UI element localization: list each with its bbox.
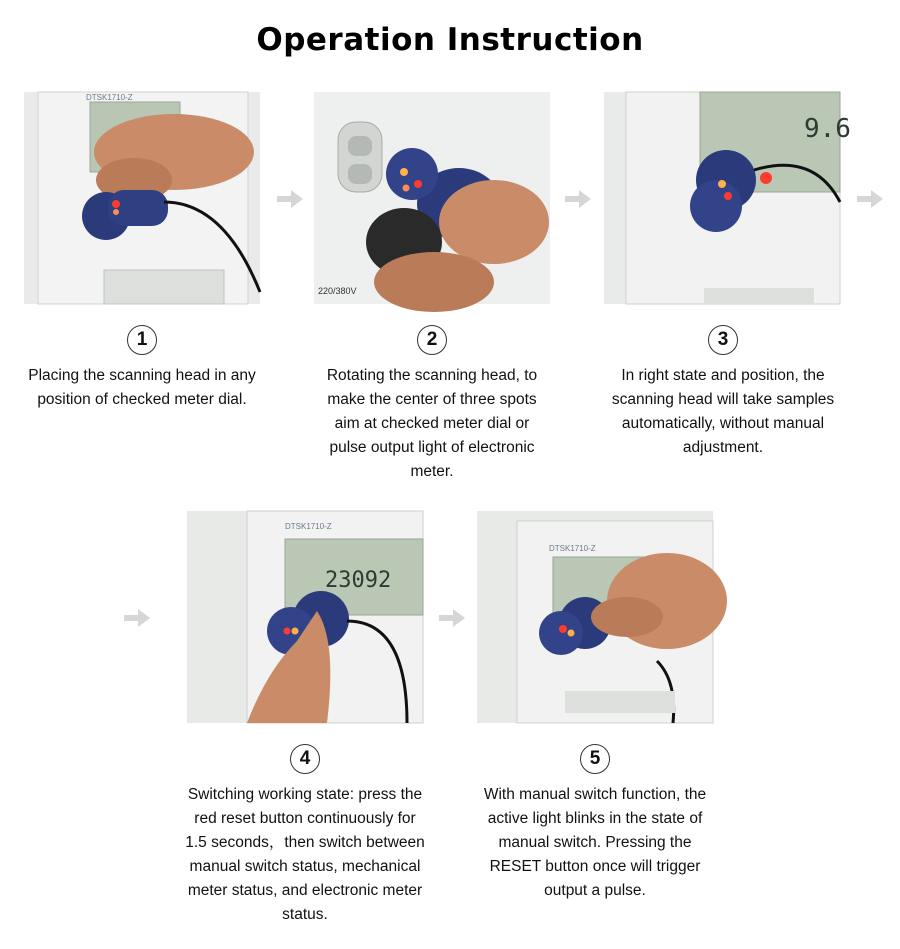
step-2-description: Rotating the scanning head, to make the center of three spots aim at checked meter dial or pulse output light of electronic meter.	[326, 367, 538, 480]
photo-1-label: DTSK1710-Z	[86, 93, 133, 102]
arrow-right-icon	[855, 188, 885, 210]
step-3-number: 3	[708, 325, 738, 355]
led-icon	[284, 628, 291, 635]
led-icon	[112, 200, 120, 208]
step-1-description: Placing the scanning head in any position of checked meter dial.	[28, 367, 256, 408]
photo-5-label: DTSK1710-Z	[549, 544, 596, 553]
arrow-right-icon	[563, 188, 593, 210]
step-1-number: 1	[127, 325, 157, 355]
step-4-number: 4	[290, 744, 320, 774]
step-5-description: With manual switch function, the active light blinks in the state of manual switch. Pressing the RESET button once will trigger output a pulse.	[483, 786, 707, 899]
arrow-right-icon	[437, 607, 467, 629]
photo-2-label: 220/380V	[318, 286, 357, 296]
photo-3-display: 9.6	[804, 114, 851, 144]
step-3-photo	[604, 92, 851, 304]
step-5-photo	[477, 511, 713, 723]
step-4-photo	[187, 511, 423, 723]
page-title: Operation Instruction	[256, 22, 644, 58]
arrow-right-icon	[122, 607, 152, 629]
photo-4-label: DTSK1710-Z	[285, 522, 332, 531]
led-icon	[718, 180, 726, 188]
step-2-photo	[314, 92, 550, 304]
led-icon	[559, 625, 567, 633]
photo-4-display: 23092	[325, 568, 392, 593]
step-4-description: Switching working state: press the red reset button continuously for 1.5 seconds，then switch between manual switch status, mechanical meter status, and electronic meter status.	[185, 786, 425, 923]
step-5-number: 5	[580, 744, 610, 774]
arrow-right-icon	[275, 188, 305, 210]
step-1-photo	[24, 92, 260, 304]
led-icon	[400, 168, 408, 176]
step-3-description: In right state and position, the scanning head will take samples automatically, without manual adjustment.	[611, 367, 835, 456]
step-2-number: 2	[417, 325, 447, 355]
